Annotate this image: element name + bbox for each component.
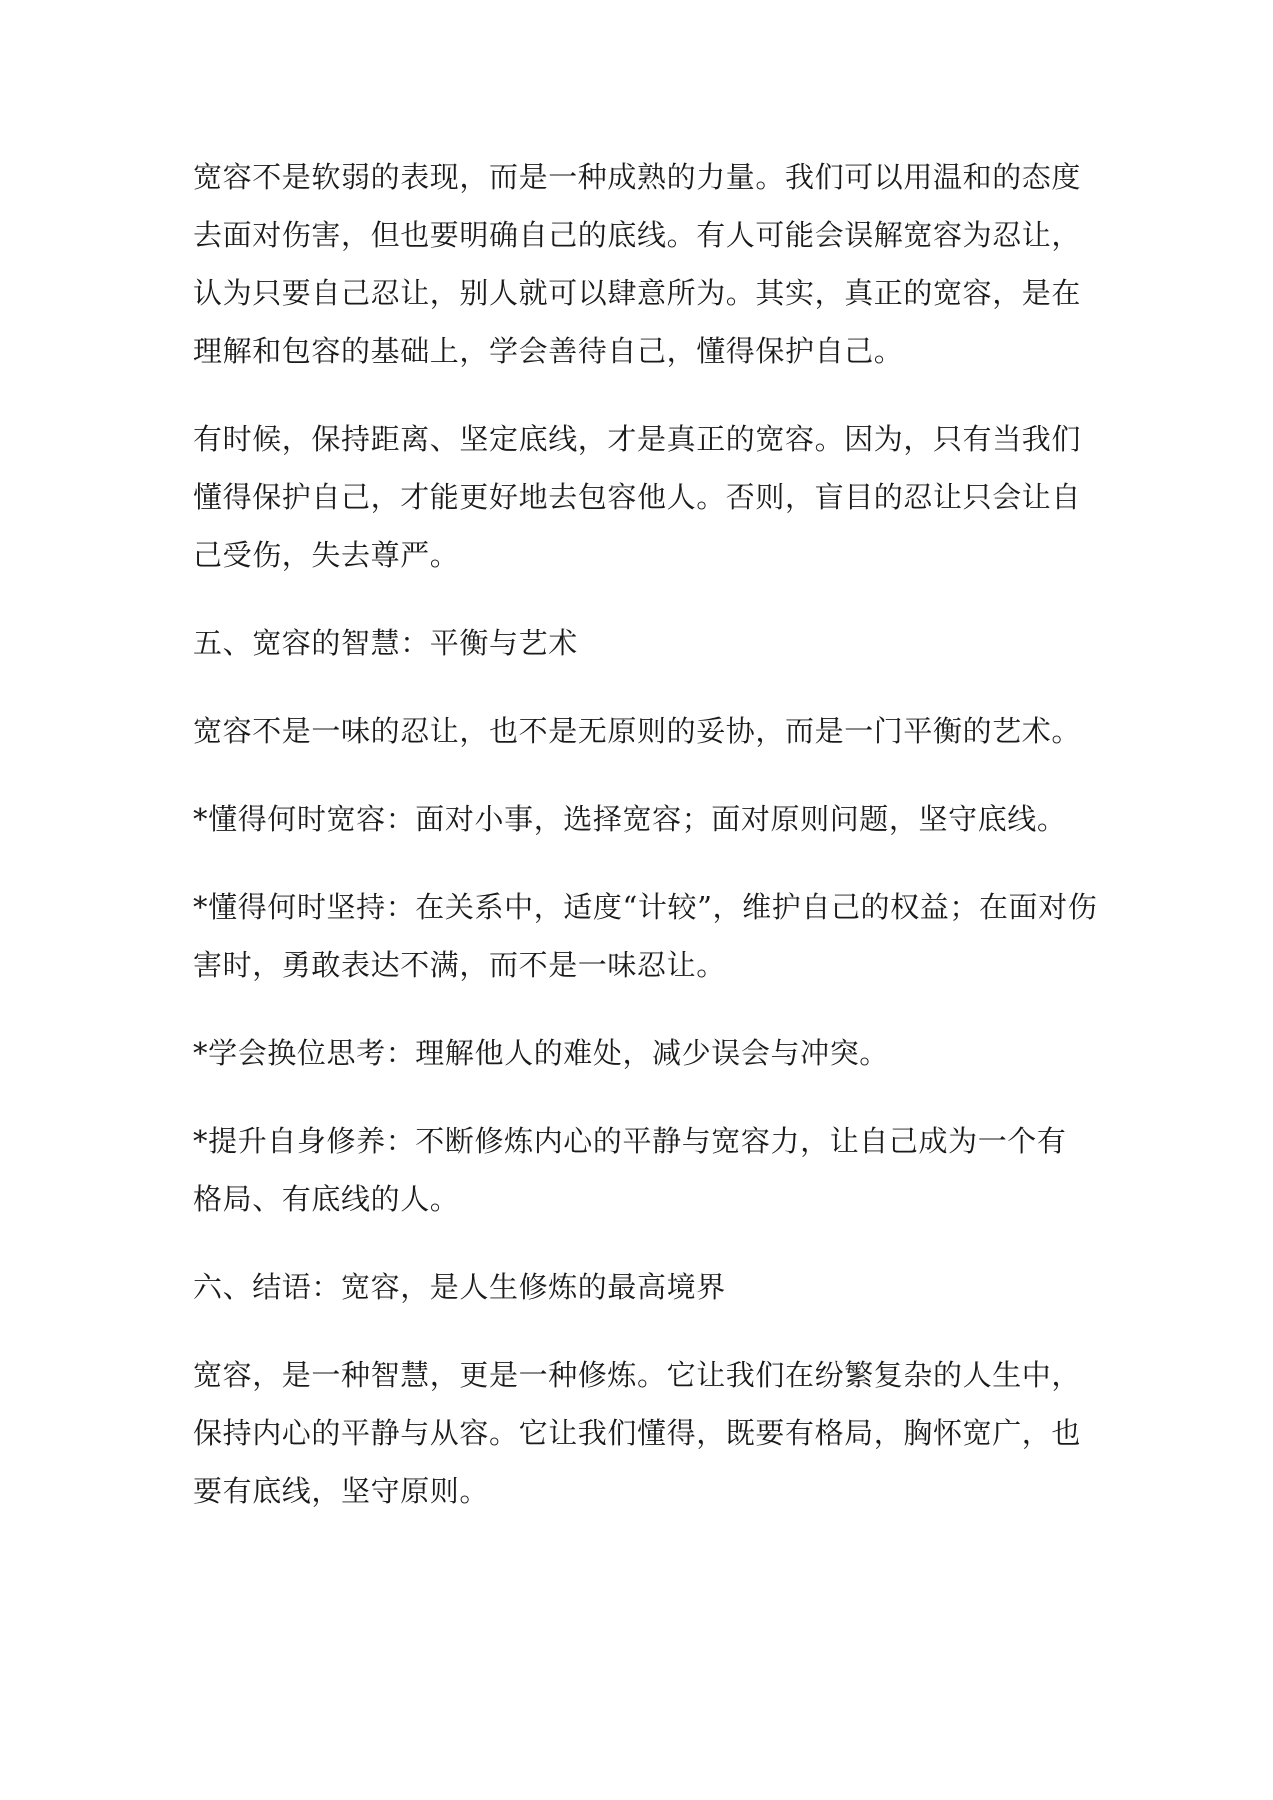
- text-line: 己受伤，失去尊严。: [193, 538, 460, 572]
- bullet-when-to-tolerate: [193, 790, 1093, 848]
- bullet-empathy: [193, 1024, 1093, 1082]
- text-line: 去面对伤害，但也要明确自己的底线。有人可能会误解宽容为忍让，: [193, 218, 1082, 252]
- section-heading-5: [193, 614, 1093, 672]
- heading-text: 五、宽容的智慧：平衡与艺术: [193, 626, 578, 660]
- text-line: 宽容，是一种智慧，更是一种修炼。它让我们在纷繁复杂的人生中，: [193, 1358, 1082, 1392]
- text-line: *懂得何时宽容：面对小事，选择宽容；面对原则问题，坚守底线。: [193, 802, 1067, 836]
- document-body: [193, 148, 1098, 1550]
- paragraph-tolerance-strength: [193, 148, 1093, 380]
- text-line: 懂得保护自己，才能更好地去包容他人。否则，盲目的忍让只会让自: [193, 480, 1082, 514]
- section-heading-6: [193, 1258, 1093, 1316]
- paragraph-balance-art: [193, 702, 1093, 760]
- paragraph-conclusion: [193, 1346, 1093, 1520]
- text-line: 有时候，保持距离、坚定底线，才是真正的宽容。因为，只有当我们: [193, 422, 1082, 456]
- text-line: 理解和包容的基础上，学会善待自己，懂得保护自己。: [193, 334, 904, 368]
- heading-text: 六、结语：宽容，是人生修炼的最高境界: [193, 1270, 726, 1304]
- text-line: 保持内心的平静与从容。它让我们懂得，既要有格局，胸怀宽广，也: [193, 1416, 1082, 1450]
- text-line: *学会换位思考：理解他人的难处，减少误会与冲突。: [193, 1036, 889, 1070]
- text-line: 要有底线，坚守原则。: [193, 1474, 490, 1508]
- text-line: 宽容不是一味的忍让，也不是无原则的妥协，而是一门平衡的艺术。: [193, 714, 1082, 748]
- bullet-when-to-persist: [193, 878, 1098, 994]
- bullet-self-cultivation: [193, 1112, 1093, 1228]
- text-line: 格局、有底线的人。: [193, 1182, 460, 1216]
- text-line: 害时，勇敢表达不满，而不是一味忍让。: [193, 948, 726, 982]
- text-line: 认为只要自己忍让，别人就可以肆意所为。其实，真正的宽容，是在: [193, 276, 1082, 310]
- text-line: *懂得何时坚持：在关系中，适度“计较”，维护自己的权益；在面对伤: [193, 890, 1098, 924]
- text-line: 宽容不是软弱的表现，而是一种成熟的力量。我们可以用温和的态度: [193, 160, 1082, 194]
- text-line: *提升自身修养：不断修炼内心的平静与宽容力，让自己成为一个有: [193, 1124, 1067, 1158]
- paragraph-keep-distance: [193, 410, 1093, 584]
